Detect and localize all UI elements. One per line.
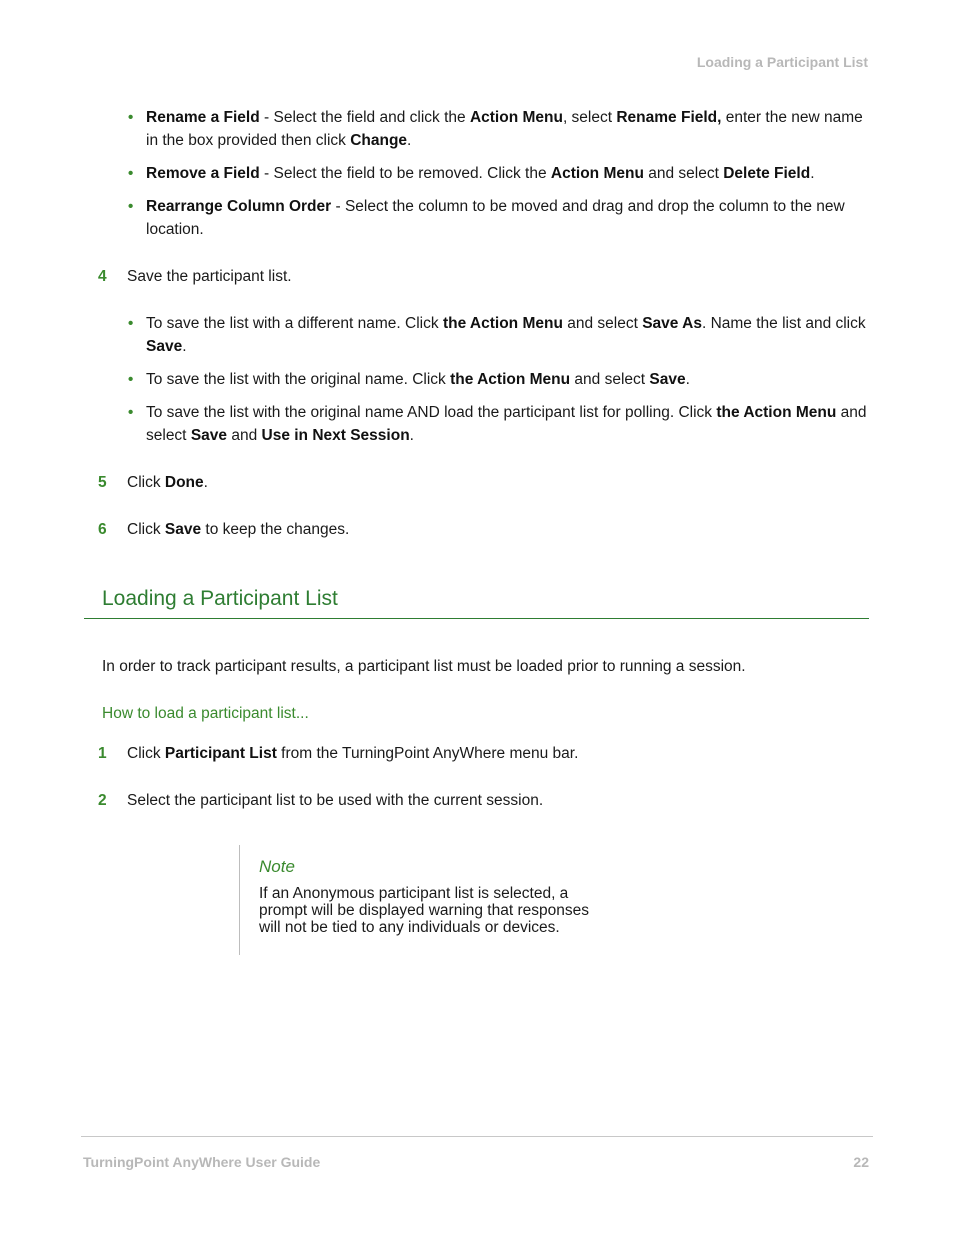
bold-term: Delete Field bbox=[723, 165, 811, 182]
bold-term: Save bbox=[164, 521, 202, 538]
text-run: and select bbox=[643, 165, 724, 182]
bullet-save-original bbox=[128, 368, 868, 391]
step-number: 6 bbox=[98, 521, 107, 538]
bullet-dot-icon: • bbox=[128, 404, 134, 421]
bold-term: Remove a Field bbox=[146, 165, 260, 182]
running-header: Loading a Participant List bbox=[696, 54, 868, 70]
bullet-text bbox=[146, 106, 868, 152]
bullet-text bbox=[146, 162, 868, 185]
note-line: prompt will be displayed warning that responses bbox=[259, 902, 589, 919]
step-text bbox=[127, 518, 868, 541]
step-number: 4 bbox=[98, 268, 107, 285]
step-text bbox=[127, 471, 868, 494]
bold-term: Save As bbox=[642, 315, 702, 332]
text-run: To save the list with the original name AND load the participant list for polling. Click bbox=[146, 404, 717, 421]
step-text bbox=[127, 742, 868, 765]
bullet-dot-icon: • bbox=[128, 315, 134, 332]
text-run: . bbox=[407, 132, 412, 149]
text-run: Click bbox=[127, 474, 165, 491]
text-run: . bbox=[182, 338, 187, 355]
text-run: from the TurningPoint AnyWhere menu bar. bbox=[276, 745, 579, 762]
step-number: 5 bbox=[98, 474, 107, 491]
how-to-subheading: How to load a participant list... bbox=[102, 705, 309, 722]
section-divider bbox=[84, 618, 869, 619]
section-title: Loading a Participant List bbox=[102, 587, 338, 610]
bullet-text bbox=[146, 195, 868, 241]
bullet-dot-icon: • bbox=[128, 165, 134, 182]
text-run: and select bbox=[146, 404, 867, 444]
text-run: To save the list with a different name. Click bbox=[146, 315, 443, 332]
bold-term: Rename a Field bbox=[146, 109, 260, 126]
note-text bbox=[259, 885, 629, 936]
bullet-text bbox=[146, 368, 868, 391]
note-line: will not be tied to any individuals or devices. bbox=[259, 919, 560, 936]
step-6 bbox=[98, 518, 868, 541]
footer-guide-title: TurningPoint AnyWhere User Guide bbox=[83, 1154, 321, 1170]
bold-term: Use in Next Session bbox=[261, 427, 410, 444]
step-5 bbox=[98, 471, 868, 494]
bold-term: Save bbox=[649, 371, 686, 388]
text-run: . bbox=[685, 371, 690, 388]
load-step-2 bbox=[98, 789, 868, 812]
bold-term: the Action Menu bbox=[450, 371, 571, 388]
bold-term: Participant List bbox=[164, 745, 277, 762]
bold-term: Done bbox=[164, 474, 204, 491]
step-number: 1 bbox=[98, 745, 107, 762]
bullet-rename-field bbox=[128, 106, 868, 152]
bold-term: Save bbox=[190, 427, 228, 444]
step-text: Save the participant list. bbox=[127, 268, 292, 285]
bullet-rearrange-column bbox=[128, 195, 868, 241]
note-label: Note bbox=[259, 857, 295, 876]
text-run: To save the list with the original name. Click bbox=[146, 371, 451, 388]
bullet-remove-field bbox=[128, 162, 868, 185]
bold-term: Action Menu bbox=[469, 109, 563, 126]
load-step-1 bbox=[98, 742, 868, 765]
text-run: - Select the field to be removed. Click the bbox=[259, 165, 551, 182]
bullet-text bbox=[146, 312, 868, 358]
bullet-dot-icon: • bbox=[128, 198, 134, 215]
page-number: 22 bbox=[853, 1154, 869, 1170]
bullet-save-and-load bbox=[128, 401, 868, 447]
step-text: Select the participant list to be used with the current session. bbox=[127, 792, 544, 809]
bold-term: the Action Menu bbox=[716, 404, 837, 421]
bullet-text bbox=[146, 401, 868, 447]
text-run: Click bbox=[127, 521, 165, 538]
text-run: - Select the field and click the bbox=[259, 109, 470, 126]
bold-term: Action Menu bbox=[550, 165, 644, 182]
text-run: - Select the column to be moved and drag and drop the column to the new location. bbox=[146, 198, 845, 238]
text-run: and select bbox=[562, 315, 643, 332]
text-run: to keep the changes. bbox=[201, 521, 350, 538]
note-callout bbox=[239, 845, 620, 955]
text-run: . bbox=[810, 165, 815, 182]
text-run: . Name the list and click bbox=[701, 315, 866, 332]
bold-term: Rearrange Column Order bbox=[146, 198, 332, 215]
footer-divider bbox=[81, 1136, 873, 1137]
text-run: enter the new name in the box provided then click bbox=[146, 109, 863, 149]
bold-term: Save bbox=[146, 338, 183, 355]
bullet-save-as bbox=[128, 312, 868, 358]
step-4 bbox=[98, 265, 868, 288]
bullet-dot-icon: • bbox=[128, 109, 134, 126]
text-run: . bbox=[409, 427, 414, 444]
text-run: . bbox=[203, 474, 208, 491]
bold-term: Change bbox=[350, 132, 408, 149]
bold-term: Rename Field, bbox=[616, 109, 722, 126]
text-run: and select bbox=[570, 371, 650, 388]
bullet-dot-icon: • bbox=[128, 371, 134, 388]
section-intro: In order to track participant results, a participant list must be loaded prior to running a session. bbox=[102, 658, 746, 675]
step-number: 2 bbox=[98, 792, 107, 809]
text-run: Click bbox=[127, 745, 165, 762]
bold-term: the Action Menu bbox=[442, 315, 563, 332]
text-run: and bbox=[227, 427, 262, 444]
note-line: If an Anonymous participant list is selected, a bbox=[259, 885, 569, 902]
text-run: , select bbox=[562, 109, 617, 126]
